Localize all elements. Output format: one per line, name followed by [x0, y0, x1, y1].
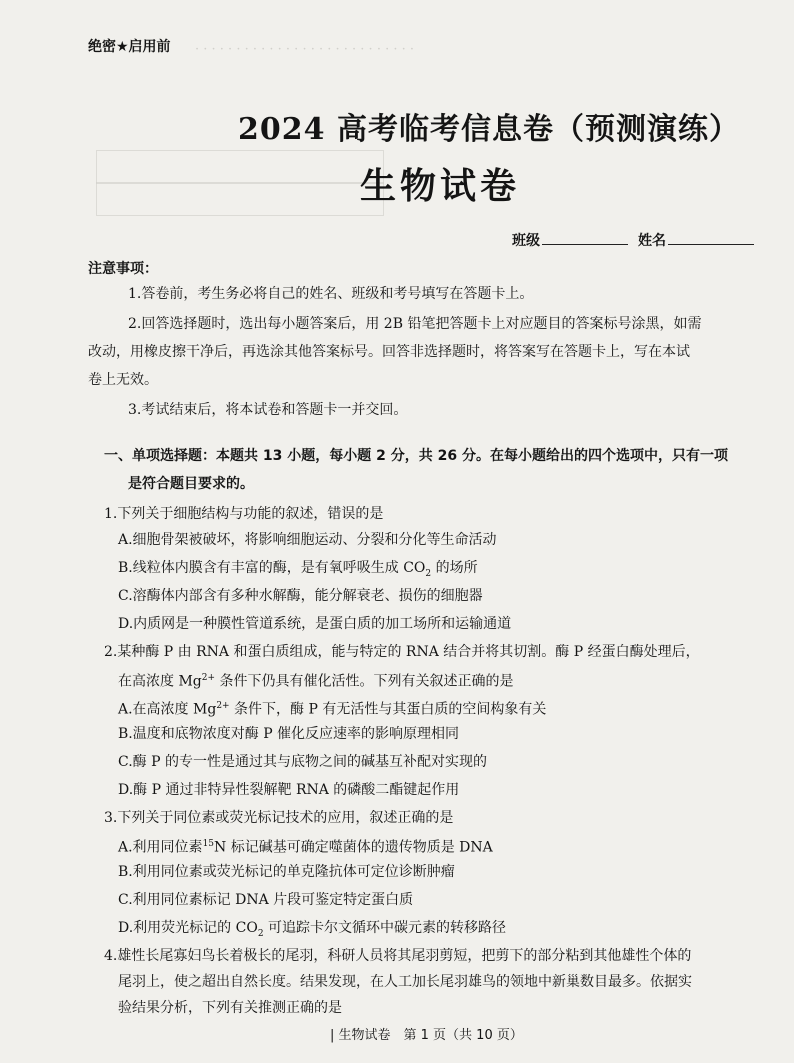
- section-1-heading-line-2: 是符合题目要求的。: [128, 476, 254, 492]
- question-1-option-c: C.溶酶体内部含有多种水解酶，能分解衰老、损伤的细胞器: [118, 588, 483, 604]
- question-3-option-a: A.利用同位素$^{15}$N 标记碱基可确定噬菌体的遗传物质是 DNA: [118, 839, 493, 856]
- question-2-stem-line-1: 2.某种酶 P 由 RNA 和蛋白质组成，能与特定的 RNA 结合并将其切割。酶 P 经蛋白酶处理后，: [104, 644, 700, 660]
- question-3-stem: 3.下列关于同位素或荧光标记技术的应用，叙述正确的是: [104, 810, 454, 826]
- notice-item-1: 1.答卷前，考生务必将自己的姓名、班级和考号填写在答题卡上。: [128, 286, 534, 302]
- question-3-option-c: C.利用同位素标记 DNA 片段可鉴定特定蛋白质: [118, 892, 414, 908]
- question-1-stem: 1.下列关于细胞结构与功能的叙述，错误的是: [104, 506, 384, 522]
- class-blank: [542, 230, 628, 245]
- question-4-stem-line-1: 4.雄性长尾寡妇鸟长着极长的尾羽，科研人员将其尾羽剪短，把剪下的部分粘到其他雄性个体的: [104, 948, 692, 964]
- question-3-option-b: B.利用同位素或荧光标记的单克隆抗体可定位诊断肿瘤: [118, 864, 455, 880]
- class-label: 班级: [512, 233, 540, 249]
- confidential-label: 绝密★启用前: [88, 39, 171, 55]
- bleed-through-table-line: [96, 182, 384, 184]
- question-1-option-a: A.细胞骨架被破坏，将影响细胞运动、分裂和分化等生命活动: [118, 532, 497, 548]
- exam-title: 2024 高考临考信息卷（预测演练）: [238, 112, 740, 147]
- question-2-option-d: D.酶 P 通过非特异性裂解靶 RNA 的磷酸二酯键起作用: [118, 782, 460, 798]
- question-4-stem-line-3: 验结果分析，下列有关推测正确的是: [118, 1000, 342, 1016]
- question-1-option-d: D.内质网是一种膜性管道系统，是蛋白质的加工场所和运输通道: [118, 616, 512, 632]
- notice-heading: 注意事项：: [88, 261, 158, 277]
- name-label: 姓名: [638, 233, 666, 249]
- question-2-option-c: C.酶 P 的专一性是通过其与底物之间的碱基互补配对实现的: [118, 754, 487, 770]
- page-footer: | 生物试卷 第 1 页（共 10 页）: [330, 1028, 523, 1043]
- section-1-heading-line-1: 一、单项选择题：本题共 13 小题，每小题 2 分，共 26 分。在每小题给出的四个选项中，只有一项: [104, 448, 728, 464]
- question-3-option-d: D.利用荧光标记的 $CO_2$ 可追踪卡尔文循环中碳元素的转移路径: [118, 920, 507, 939]
- question-2-option-a: A.在高浓度 $Mg^{2+}$ 条件下，酶 P 有无活性与其蛋白质的空间构象有关: [118, 701, 547, 718]
- question-2-stem-line-2: 在高浓度 $Mg^{2+}$ 条件下仍具有催化活性。下列有关叙述正确的是: [118, 673, 514, 690]
- question-1-option-b: B.线粒体内膜含有丰富的酶，是有氧呼吸生成 $CO_2$ 的场所: [118, 560, 478, 579]
- name-blank: [668, 230, 754, 245]
- bleed-through-text: · · · · · · · · · · · · · · · · · · · · · · · · · · ·: [195, 42, 415, 57]
- notice-item-2-line-3: 卷上无效。: [88, 372, 158, 388]
- question-4-stem-line-2: 尾羽上，使之超出自然长度。结果发现，在人工加长尾羽雄鸟的领地中新巢数目最多。依据实: [118, 974, 692, 990]
- question-2-option-b: B.温度和底物浓度对酶 P 催化反应速率的影响原理相同: [118, 726, 460, 742]
- notice-item-2-line-2: 改动，用橡皮擦干净后，再选涂其他答案标号。回答非选择题时，将答案写在答题卡上，写在本试: [88, 344, 690, 360]
- notice-item-2-line-1: 2.回答选择题时，选出每小题答案后，用 2B 铅笔把答题卡上对应题目的答案标号涂黑，如需: [128, 316, 702, 332]
- student-info-fields: [512, 230, 764, 250]
- exam-subject: 生物试卷: [360, 165, 521, 207]
- notice-item-3: 3.考试结束后，将本试卷和答题卡一并交回。: [128, 402, 408, 418]
